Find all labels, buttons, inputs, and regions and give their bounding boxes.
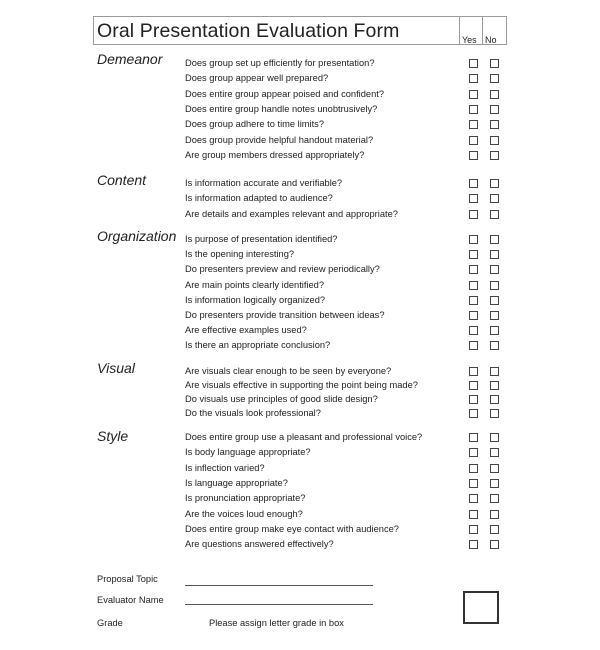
yes-checkbox[interactable] (469, 433, 478, 442)
form-title: Oral Presentation Evaluation Form (97, 20, 400, 42)
no-checkbox[interactable] (490, 74, 499, 83)
question-text: Is the opening interesting? (185, 249, 295, 260)
yes-checkbox[interactable] (469, 194, 478, 203)
no-checkbox[interactable] (490, 136, 499, 145)
question-text: Is information accurate and verifiable? (185, 178, 343, 188)
no-checkbox[interactable] (490, 525, 499, 534)
section-title: Visual (97, 360, 135, 376)
no-checkbox[interactable] (490, 194, 499, 203)
question-text: Is pronunciation appropriate? (185, 493, 306, 504)
yes-checkbox[interactable] (469, 341, 478, 350)
no-checkbox[interactable] (490, 433, 499, 442)
question-text: Is language appropriate? (185, 477, 288, 488)
no-checkbox[interactable] (490, 296, 499, 305)
yes-checkbox[interactable] (469, 494, 478, 503)
section-title: Organization (97, 228, 177, 244)
no-checkbox[interactable] (490, 105, 499, 114)
yes-checkbox[interactable] (469, 409, 478, 418)
grade-box[interactable] (463, 591, 499, 624)
question-text: Is body language appropriate? (185, 447, 311, 458)
no-checkbox[interactable] (490, 367, 499, 376)
question-text: Does group appear well prepared? (185, 73, 329, 84)
no-checkbox[interactable] (490, 510, 499, 519)
question-text: Does entire group handle notes unobtrusively? (185, 103, 378, 114)
no-checkbox[interactable] (490, 59, 499, 68)
no-checkbox[interactable] (490, 281, 499, 290)
question-text: Are visuals clear enough to be seen by everyone? (185, 366, 392, 376)
no-checkbox[interactable] (490, 90, 499, 99)
no-checkbox[interactable] (490, 464, 499, 473)
question-text: Do the visuals look professional? (185, 407, 321, 418)
yes-checkbox[interactable] (469, 235, 478, 244)
yes-checkbox[interactable] (469, 136, 478, 145)
yes-checkbox[interactable] (469, 151, 478, 160)
yes-checkbox[interactable] (469, 74, 478, 83)
question-text: Do presenters provide transition between ideas? (185, 310, 385, 320)
yes-checkbox[interactable] (469, 105, 478, 114)
no-checkbox[interactable] (490, 120, 499, 129)
yes-checkbox[interactable] (469, 250, 478, 259)
question-text: Are details and examples relevant and appropriate? (185, 208, 398, 219)
yes-checkbox[interactable] (469, 120, 478, 129)
question-text: Does entire group appear poised and confident? (185, 88, 384, 99)
yes-checkbox[interactable] (469, 525, 478, 534)
no-checkbox[interactable] (490, 479, 499, 488)
yes-checkbox[interactable] (469, 326, 478, 335)
evaluator-name-field[interactable] (185, 604, 373, 605)
question-text: Does group provide helpful handout material? (185, 134, 374, 145)
yes-checkbox[interactable] (469, 210, 478, 219)
question-text: Does entire group use a pleasant and professional voice? (185, 432, 423, 442)
yes-checkbox[interactable] (469, 179, 478, 188)
yes-checkbox[interactable] (469, 479, 478, 488)
no-checkbox[interactable] (490, 250, 499, 259)
question-text: Are group members dressed appropriately? (185, 149, 365, 160)
grade-note: Please assign letter grade in box (209, 618, 344, 628)
proposal-topic-label: Proposal Topic (97, 574, 158, 584)
yes-checkbox[interactable] (469, 381, 478, 390)
yes-checkbox[interactable] (469, 59, 478, 68)
no-checkbox[interactable] (490, 326, 499, 335)
question-text: Is information logically organized? (185, 294, 326, 305)
no-checkbox[interactable] (490, 381, 499, 390)
yes-checkbox[interactable] (469, 448, 478, 457)
yes-checkbox[interactable] (469, 367, 478, 376)
no-checkbox[interactable] (490, 151, 499, 160)
section-title: Demeanor (97, 51, 163, 67)
no-checkbox[interactable] (490, 341, 499, 350)
no-checkbox[interactable] (490, 395, 499, 404)
question-text: Is information adapted to audience? (185, 193, 333, 204)
yes-checkbox[interactable] (469, 281, 478, 290)
no-checkbox[interactable] (490, 448, 499, 457)
question-text: Is purpose of presentation identified? (185, 234, 338, 244)
yes-checkbox[interactable] (469, 510, 478, 519)
question-text: Is inflection varied? (185, 462, 265, 473)
question-text: Are main points clearly identified? (185, 279, 325, 290)
yes-column-divider (459, 16, 460, 45)
no-checkbox[interactable] (490, 265, 499, 274)
question-text: Does group adhere to time limits? (185, 119, 325, 130)
question-text: Are questions answered effectively? (185, 539, 334, 550)
yes-checkbox[interactable] (469, 311, 478, 320)
yes-checkbox[interactable] (469, 540, 478, 549)
question-text: Is there an appropriate conclusion? (185, 340, 331, 351)
no-checkbox[interactable] (490, 409, 499, 418)
no-column-header: No (485, 35, 497, 45)
section-title: Content (97, 172, 147, 188)
no-checkbox[interactable] (490, 235, 499, 244)
yes-checkbox[interactable] (469, 395, 478, 404)
yes-column-header: Yes (462, 35, 477, 45)
question-text: Do visuals use principles of good slide design? (185, 393, 378, 404)
question-text: Are effective examples used? (185, 325, 307, 336)
yes-checkbox[interactable] (469, 464, 478, 473)
form-header (93, 16, 507, 45)
no-checkbox[interactable] (490, 311, 499, 320)
yes-checkbox[interactable] (469, 265, 478, 274)
no-checkbox[interactable] (490, 540, 499, 549)
no-checkbox[interactable] (490, 494, 499, 503)
no-checkbox[interactable] (490, 210, 499, 219)
question-text: Does entire group make eye contact with audience? (185, 523, 399, 534)
question-text: Are visuals effective in supporting the point being made? (185, 379, 418, 390)
section-title: Style (97, 428, 129, 444)
yes-checkbox[interactable] (469, 90, 478, 99)
grade-label: Grade (97, 618, 123, 628)
question-text: Does group set up efficiently for presentation? (185, 58, 375, 68)
proposal-topic-field[interactable] (185, 585, 373, 586)
question-text: Do presenters preview and review periodically? (185, 264, 380, 275)
yes-checkbox[interactable] (469, 296, 478, 305)
question-text: Are the voices loud enough? (185, 508, 303, 519)
no-checkbox[interactable] (490, 179, 499, 188)
no-column-divider (482, 16, 483, 45)
evaluator-name-label: Evaluator Name (97, 595, 164, 605)
